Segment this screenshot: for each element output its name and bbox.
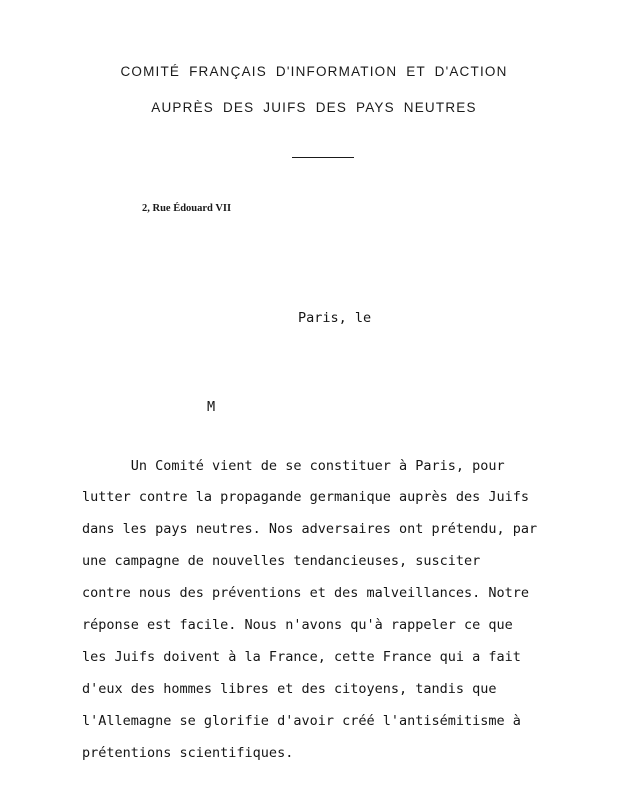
committee-name-line-1: COMITÉ FRANÇAIS D'INFORMATION ET D'ACTION xyxy=(120,64,508,79)
salutation: M xyxy=(207,399,216,415)
body-line: prétentions scientifiques. xyxy=(82,745,294,761)
body-line: d'eux des hommes libres et des citoyens, tandis que xyxy=(82,681,497,697)
header-divider xyxy=(292,157,354,158)
committee-name-line-2: AUPRÈS DES JUIFS DES PAYS NEUTRES xyxy=(151,100,477,115)
body-line: réponse est facile. Nous n'avons qu'à rappeler ce que xyxy=(82,617,513,633)
date-line: Paris, le xyxy=(298,310,372,326)
body-line: dans les pays neutres. Nos adversaires ont prétendu, par xyxy=(82,521,538,537)
body-line: les Juifs doivent à la France, cette France qui a fait xyxy=(82,649,521,665)
address: 2, Rue Édouard VII xyxy=(142,203,232,214)
body-line: contre nous des préventions et des malveillances. Notre xyxy=(82,585,530,601)
body-line: l'Allemagne se glorifie d'avoir créé l'antisémitisme à xyxy=(82,713,521,729)
body-line: Un Comité vient de se constituer à Paris, pour xyxy=(82,458,505,474)
body-line: lutter contre la propagande germanique auprès des Juifs xyxy=(82,489,530,505)
body-line: une campagne de nouvelles tendancieuses, susciter xyxy=(82,553,481,569)
